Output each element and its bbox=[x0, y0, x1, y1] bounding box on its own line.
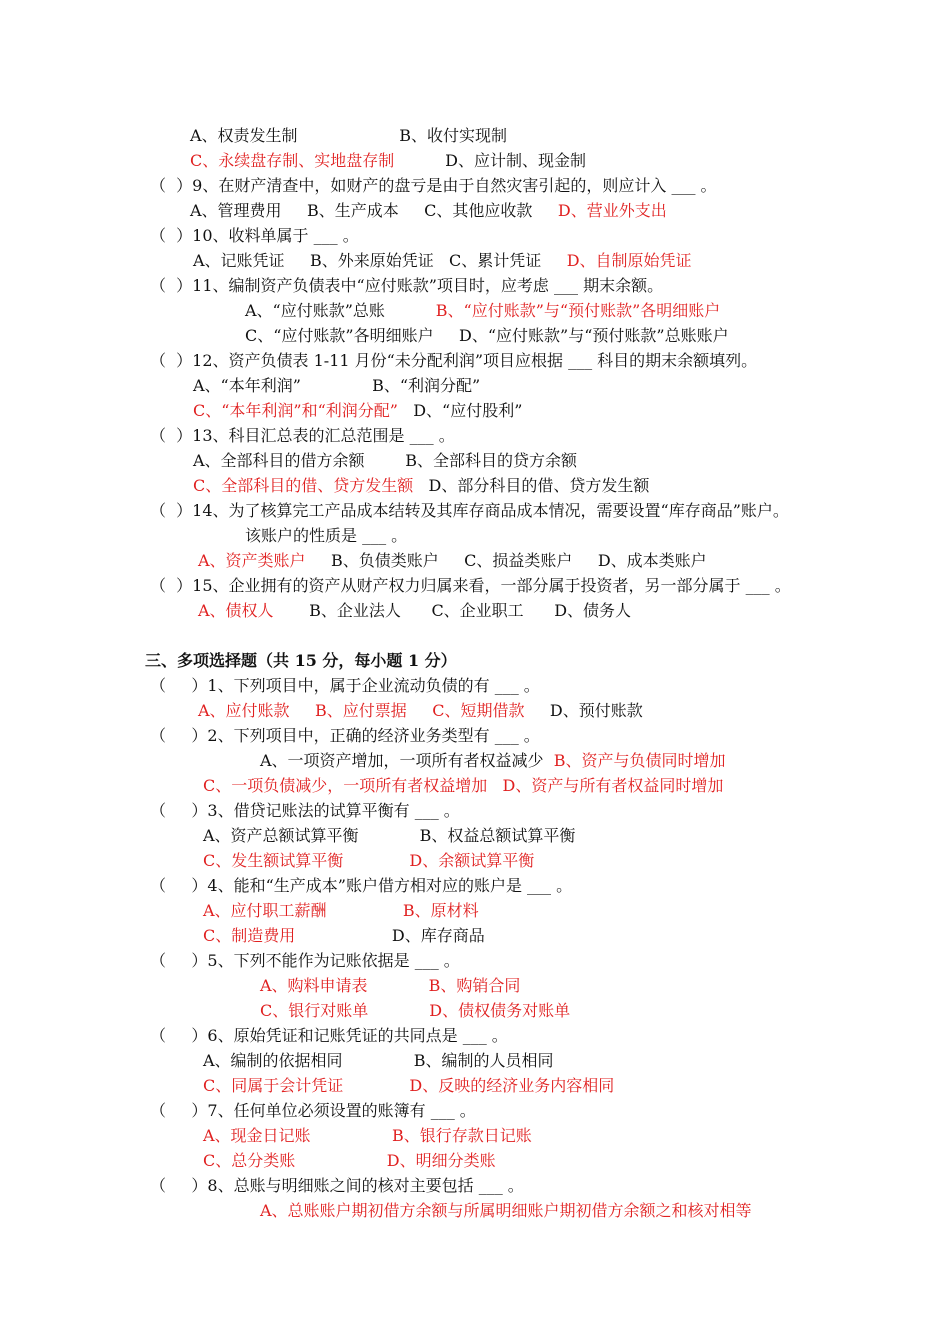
question-text bbox=[368, 976, 429, 995]
answer-text: B、“应付账款”与“预付账款”各明细账户 bbox=[435, 301, 721, 320]
text-line bbox=[198, 701, 643, 721]
text-line bbox=[260, 976, 520, 996]
question-text: B、企业法人 C、企业职工 D、债务人 bbox=[273, 601, 632, 620]
question-text: A、管理费用 B、生产成本 C、其他应收款 bbox=[190, 201, 558, 220]
text-line bbox=[245, 301, 720, 321]
answer-text: C、永续盘存制、实地盘存制 bbox=[190, 151, 395, 170]
question-text: （ ）1、下列项目中，属于企业流动负债的有 ___ 。 bbox=[150, 676, 540, 695]
question-text: D、部分科目的借、贷方发生额 bbox=[413, 476, 650, 495]
question-text: B、负债类账户 C、损益类账户 D、成本类账户 bbox=[305, 551, 707, 570]
text-line bbox=[150, 1026, 508, 1046]
question-text: A、全部科目的借方余额 B、全部科目的贷方余额 bbox=[193, 451, 578, 470]
question-text bbox=[327, 901, 403, 920]
answer-text: A、资产类账户 bbox=[198, 551, 306, 570]
answer-text: C、银行对账单 bbox=[260, 1001, 369, 1020]
text-line bbox=[150, 676, 540, 696]
text-line bbox=[150, 876, 572, 896]
question-text bbox=[343, 1076, 409, 1095]
answer-text: C、同属于会计凭证 bbox=[203, 1076, 344, 1095]
question-text: （ ）2、下列项目中，正确的经济业务类型有 ___ 。 bbox=[150, 726, 540, 745]
text-line bbox=[203, 776, 723, 796]
text-line bbox=[150, 726, 540, 746]
question-text: （ ）5、下列不能作为记账依据是 ___ 。 bbox=[150, 951, 460, 970]
question-text: （ ）12、资产负债表 1-11 月份“未分配利润”项目应根据 ___ 科目的期末余额填列。 bbox=[150, 351, 758, 370]
text-line bbox=[198, 601, 631, 621]
question-text: （ ）13、科目汇总表的汇总范围是 ___ 。 bbox=[150, 426, 455, 445]
question-text: A、编制的依据相同 B、编制的人员相同 bbox=[203, 1051, 554, 1070]
section-heading bbox=[145, 651, 457, 671]
question-text: （ ）4、能和“生产成本”账户借方相对应的账户是 ___ 。 bbox=[150, 876, 573, 895]
answer-text: A、债权人 bbox=[198, 601, 274, 620]
question-text: （ ）7、任何单位必须设置的账簿有 ___ 。 bbox=[150, 1101, 476, 1120]
text-line bbox=[190, 126, 507, 146]
text-line bbox=[203, 826, 575, 846]
text-line bbox=[150, 276, 663, 296]
answer-text: C、制造费用 bbox=[203, 926, 296, 945]
text-line bbox=[190, 151, 586, 171]
answer-text: B、应付票据 bbox=[315, 701, 407, 720]
question-text bbox=[407, 701, 432, 720]
question-text bbox=[343, 851, 409, 870]
answer-text: D、资产与所有者权益同时增加 bbox=[502, 776, 724, 795]
question-text: （ ）8、总账与明细账之间的核对主要包括 ___ 。 bbox=[150, 1176, 524, 1195]
question-text: B、收付实现制 bbox=[399, 126, 508, 145]
answer-text: C、全部科目的借、贷方发生额 bbox=[193, 476, 414, 495]
question-text: D、库存商品 bbox=[295, 926, 485, 945]
text-line bbox=[150, 1101, 476, 1121]
question-text bbox=[295, 1151, 387, 1170]
question-text: D、预付账款 bbox=[524, 701, 643, 720]
question-text bbox=[298, 126, 400, 145]
answer-text: D、自制原始凭证 bbox=[566, 251, 692, 270]
question-text: A、记账凭证 B、外来原始凭证 C、累计凭证 bbox=[193, 251, 567, 270]
text-line bbox=[193, 251, 692, 271]
answer-text: D、明细分类账 bbox=[386, 1151, 496, 1170]
question-text: 该账户的性质是 ___ 。 bbox=[245, 526, 408, 545]
answer-text: D、余额试算平衡 bbox=[409, 851, 535, 870]
text-line bbox=[190, 201, 667, 221]
question-text: （ ）14、为了核算完工产品成本结转及其库存商品成本情况，需要设置“库存商品”账户。 bbox=[150, 501, 789, 520]
question-text bbox=[311, 1126, 392, 1145]
answer-text: B、购销合同 bbox=[428, 976, 521, 995]
text-line bbox=[150, 801, 460, 821]
text-line bbox=[150, 501, 789, 521]
text-line bbox=[193, 401, 522, 421]
answer-text: B、资产与负债同时增加 bbox=[553, 751, 726, 770]
question-text bbox=[487, 776, 502, 795]
answer-text: D、反映的经济业务内容相同 bbox=[409, 1076, 615, 1095]
text-line bbox=[203, 1051, 554, 1071]
question-text: D、应计制、现金制 bbox=[445, 151, 586, 170]
question-text: D、“应付股利” bbox=[397, 401, 523, 420]
question-text: A、“本年利润” B、“利润分配” bbox=[193, 376, 481, 395]
text-line bbox=[150, 1176, 524, 1196]
question-text bbox=[368, 1001, 429, 1020]
text-line bbox=[260, 1201, 752, 1221]
text-line bbox=[203, 1076, 614, 1096]
text-line bbox=[193, 451, 577, 471]
text-line bbox=[193, 476, 649, 496]
text-line bbox=[203, 1151, 496, 1171]
answer-text: A、应付职工薪酬 bbox=[203, 901, 327, 920]
question-text: C、“应付账款”各明细账户 D、“应付账款”与“预付账款”总账账户 bbox=[245, 326, 729, 345]
question-text: 三、多项选择题（共 15 分，每小题 1 分） bbox=[145, 651, 457, 670]
text-line bbox=[150, 226, 359, 246]
question-text: A、权责发生制 bbox=[190, 126, 298, 145]
question-text: （ ）10、收料单属于 ___ 。 bbox=[150, 226, 359, 245]
question-text bbox=[290, 701, 315, 720]
answer-text: C、一项负债减少，一项所有者权益增加 bbox=[203, 776, 488, 795]
text-line bbox=[260, 751, 726, 771]
text-line bbox=[150, 351, 757, 371]
question-text bbox=[394, 151, 445, 170]
answer-text: D、债权债务对账单 bbox=[429, 1001, 571, 1020]
question-text: （ ）6、原始凭证和记账凭证的共同点是 ___ 。 bbox=[150, 1026, 508, 1045]
text-line bbox=[193, 376, 480, 396]
question-text: （ ）3、借贷记账法的试算平衡有 ___ 。 bbox=[150, 801, 460, 820]
question-text: （ ）9、在财产清查中，如财产的盘亏是由于自然灾害引起的，则应计入 ___ 。 bbox=[150, 176, 717, 195]
answer-text: B、银行存款日记账 bbox=[391, 1126, 532, 1145]
text-line bbox=[260, 1001, 570, 1021]
answer-text: A、现金日记账 bbox=[203, 1126, 311, 1145]
text-line bbox=[203, 926, 485, 946]
text-line bbox=[245, 526, 407, 546]
text-line bbox=[150, 176, 717, 196]
answer-text: D、营业外支出 bbox=[557, 201, 667, 220]
text-line bbox=[150, 426, 455, 446]
answer-text: A、应付账款 bbox=[198, 701, 290, 720]
question-text: A、一项资产增加，一项所有者权益减少 bbox=[260, 751, 554, 770]
answer-text: A、总账账户期初借方余额与所属明细账户期初借方余额之和核对相等 bbox=[260, 1201, 752, 1220]
answer-text: C、总分类账 bbox=[203, 1151, 296, 1170]
text-line bbox=[198, 551, 707, 571]
text-line bbox=[203, 1126, 532, 1146]
answer-text: C、“本年利润”和“利润分配” bbox=[193, 401, 398, 420]
text-line bbox=[245, 326, 729, 346]
question-text: A、资产总额试算平衡 B、权益总额试算平衡 bbox=[203, 826, 576, 845]
text-line bbox=[150, 576, 791, 596]
question-text: A、“应付账款”总账 bbox=[245, 301, 436, 320]
answer-text: C、短期借款 bbox=[432, 701, 525, 720]
question-text: （ ）11、编制资产负债表中“应付账款”项目时，应考虑 ___ 期末余额。 bbox=[150, 276, 664, 295]
answer-text: C、发生额试算平衡 bbox=[203, 851, 344, 870]
answer-text: B、原材料 bbox=[402, 901, 479, 920]
text-line bbox=[150, 951, 460, 971]
question-text: （ ）15、企业拥有的资产从财产权力归属来看，一部分属于投资者，另一部分属于 ___ 。 bbox=[150, 576, 791, 595]
text-line bbox=[203, 901, 479, 921]
text-line bbox=[203, 851, 534, 871]
answer-text: A、购料申请表 bbox=[260, 976, 368, 995]
